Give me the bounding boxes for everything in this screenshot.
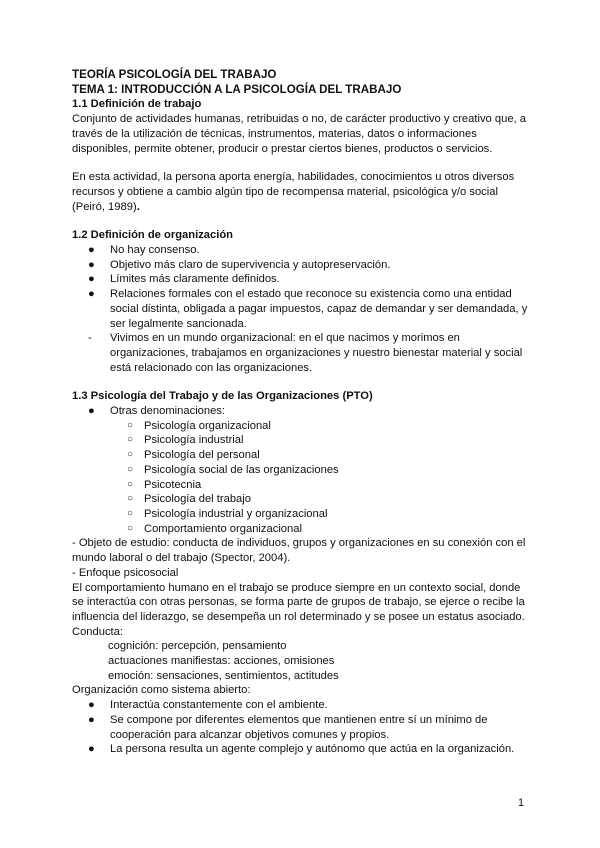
list-item (72, 742, 532, 757)
page-number: 1 (518, 797, 525, 809)
circle-icon: ○ (127, 493, 134, 505)
dash-icon: - (88, 332, 92, 345)
bullet-icon: ● (88, 713, 95, 726)
list-item-text: Psicología del personal (144, 449, 260, 462)
list-item (72, 522, 532, 537)
list-item (72, 507, 532, 522)
list-item-text: Vivimos en un mundo organizacional: en el que nacimos y morimos en organizaciones, trabajamos en organizaciones y nuestro bienestar material y social está relacionado con las organizaciones. (110, 332, 523, 374)
conducta-item: actuaciones manifiestas: acciones, omisiones (108, 655, 335, 668)
organizacion-list (72, 243, 532, 375)
comportamiento-paragraph: El comportamiento humano en el trabajo se produce siempre en un contexto social, donde se interactúa con otras personas, se forma parte de grupos de trabajo, se ejerce o recibe la influencia del liderazgo, se desempeña un rol determinado y se posee un estatus asociado. (72, 581, 525, 623)
circle-icon: ○ (127, 419, 134, 431)
bullet-icon: ● (88, 405, 95, 418)
section-1-3-heading: 1.3 Psicología del Trabajo y de las Organizaciones (PTO) (72, 390, 373, 403)
list-item-text: Interactúa constantemente con el ambiente. (110, 699, 328, 712)
list-item-text: Psicología industrial (144, 434, 244, 447)
trabajo-actividad-paragraph (72, 170, 532, 214)
objeto-estudio: - Objeto de estudio: conducta de individuos, grupos y organizaciones en su conexión con el mundo laboral o del trabajo (Spector, 2004). (72, 537, 526, 565)
list-item-text: Psicología organizacional (144, 419, 271, 432)
bullet-icon: ● (88, 273, 95, 286)
sistema-abierto-list (72, 698, 532, 757)
list-item-text: Límites más claramente definidos. (110, 273, 280, 286)
list-item (72, 243, 532, 258)
actividad-end: . (136, 200, 140, 213)
list-item-text: Comportamiento organizacional (144, 522, 302, 535)
conducta-label: Conducta: (72, 625, 123, 638)
conducta-item: cognición: percepción, pensamiento (108, 640, 287, 653)
list-item-text: No hay consenso. (110, 244, 200, 257)
circle-icon: ○ (127, 449, 134, 461)
list-item (72, 287, 532, 331)
circle-icon: ○ (127, 434, 134, 446)
bullet-icon: ● (88, 288, 95, 301)
list-item-text: La persona resulta un agente complejo y autónomo que actúa en la organización. (110, 743, 515, 756)
circle-icon: ○ (127, 507, 134, 519)
list-item-text: Relaciones formales con el estado que reconoce su existencia como una entidad social distinta, obligada a pagar impuestos, capaz de demandar y ser demandada, y ser legalmente sancionada. (110, 288, 528, 330)
actividad-text: En esta actividad, la persona aporta energía, habilidades, conocimientos u otros diversos recursos y obtiene a cambio algún tipo de recompensa material, psicológica y/o social (Peiró, 1989) (72, 171, 515, 213)
list-item (72, 433, 532, 448)
circle-icon: ○ (127, 463, 134, 475)
enfoque-psicosocial: - Enfoque psicosocial (72, 566, 179, 579)
list-item (72, 713, 532, 742)
list-item (72, 463, 532, 478)
denominaciones-list (72, 419, 532, 537)
list-item-text: Psicología industrial y organizacional (144, 507, 328, 520)
organizacion-sistema-label: Organización como sistema abierto: (72, 684, 251, 697)
pto-list (72, 404, 532, 419)
circle-icon: ○ (127, 522, 134, 534)
list-item (72, 258, 532, 273)
section-1-1-heading: 1.1 Definición de trabajo (72, 98, 202, 111)
bullet-icon: ● (88, 244, 95, 257)
list-item (72, 492, 532, 507)
section-1-2-heading: 1.2 Definición de organización (72, 229, 234, 242)
list-item-text: Psicología del trabajo (144, 493, 251, 506)
circle-icon: ○ (127, 478, 134, 490)
list-item (72, 404, 532, 419)
document-page (72, 68, 532, 757)
tema-heading: TEMA 1: INTRODUCCIÓN A LA PSICOLOGÍA DEL TRABAJO (72, 82, 402, 96)
list-item (72, 698, 532, 713)
list-item (72, 448, 532, 463)
list-item (72, 478, 532, 493)
trabajo-definition: Conjunto de actividades humanas, retribuidas o no, de carácter productivo y creativo que, a través de la utilización de técnicas, instrumentos, materias, datos o informaciones disponibles, permite obtener, producir o prestar ciertos bienes, productos o servicios. (72, 113, 526, 155)
list-item (72, 419, 532, 434)
list-item (72, 331, 532, 375)
list-item-text: Psicotecnia (144, 478, 202, 491)
list-item-text: Otras denominaciones: (110, 405, 226, 418)
list-item (72, 272, 532, 287)
bullet-icon: ● (88, 699, 95, 712)
document-title: TEORÍA PSICOLOGÍA DEL TRABAJO (72, 68, 277, 81)
list-item-text: Se compone por diferentes elementos que mantienen entre sí un mínimo de cooperación para alcanzar objetivos comunes y propios. (110, 713, 488, 741)
conducta-item: emoción: sensaciones, sentimientos, actitudes (108, 669, 339, 682)
list-item-text: Objetivo más claro de supervivencia y autopreservación. (110, 258, 391, 271)
bullet-icon: ● (88, 743, 95, 756)
list-item-text: Psicología social de las organizaciones (144, 463, 339, 476)
bullet-icon: ● (88, 258, 95, 271)
